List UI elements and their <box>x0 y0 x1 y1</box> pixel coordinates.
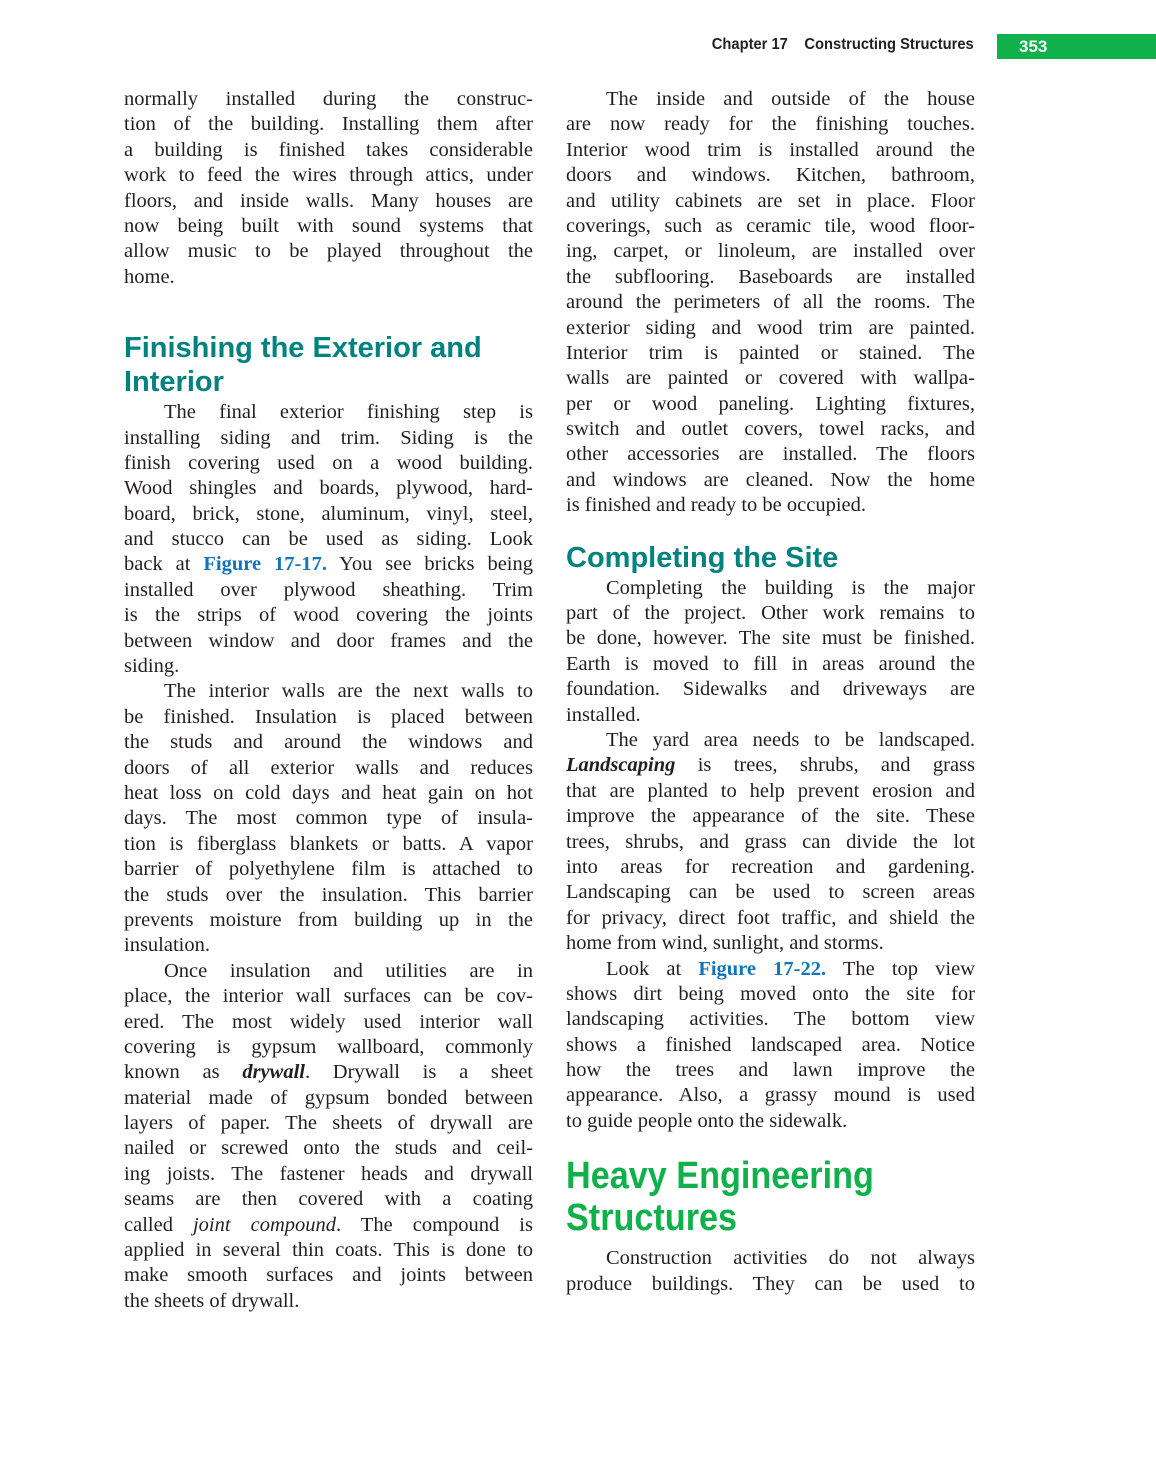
text-line: a building is finished takes considerable <box>124 138 533 161</box>
text-line: installed. <box>566 703 641 726</box>
text-line: prevents moisture from building up in the <box>124 908 533 931</box>
text-line: are now ready for the finishing touches. <box>566 113 975 136</box>
text-line: and utility cabinets are set in place. Floor <box>566 189 975 212</box>
text-line: Interior trim is painted or stained. The <box>566 341 975 364</box>
right-column <box>566 87 975 1297</box>
text-line: now being built with sound systems that <box>124 214 533 237</box>
text-run: known as <box>124 1061 243 1084</box>
text-line: tion is fiberglass blankets or batts. A vapor <box>124 832 533 855</box>
text-line: ing, carpet, or linoleum, are installed over <box>566 240 975 263</box>
text-line: walls are painted or covered with wallpa- <box>566 367 975 390</box>
text-line: produce buildings. They can be used to <box>566 1272 975 1295</box>
text-line: material made of gypsum bonded between <box>124 1086 533 1109</box>
text-run: Look at <box>606 957 699 980</box>
text-line: around the perimeters of all the rooms. The <box>566 291 975 314</box>
text-line: Earth is moved to fill in areas around the <box>566 652 975 675</box>
text-run: The top view <box>826 957 975 980</box>
paragraph-landscaping <box>566 728 975 957</box>
text-line: how the trees and lawn improve the <box>566 1059 975 1082</box>
text-line: and stucco can be used as siding. Look <box>124 528 533 551</box>
text-line: the studs and around the windows and <box>124 731 533 754</box>
text-line: make smooth surfaces and joints between <box>124 1264 533 1287</box>
text-line: insulation. <box>124 934 210 957</box>
text-line: Completing the building is the major <box>606 576 975 599</box>
text-line: tion of the building. Installing them after <box>124 113 533 136</box>
text-line <box>124 1060 533 1085</box>
text-line: the subflooring. Baseboards are installed <box>566 265 975 288</box>
paragraph-insulation <box>124 679 533 958</box>
page-header <box>0 34 1156 60</box>
key-term-drywall: drywall <box>242 1061 305 1084</box>
heading-line: Heavy Engineering <box>566 1155 874 1198</box>
text-line: siding. <box>124 655 180 678</box>
page-number-tab <box>997 34 1156 59</box>
text-line: days. The most common type of insula- <box>124 807 533 830</box>
text-line: appearance. Also, a grassy mound is used <box>566 1084 975 1107</box>
text-line: improve the appearance of the site. These <box>566 805 975 828</box>
text-line <box>566 957 975 982</box>
text-line: is finished and ready to be occupied. <box>566 494 867 517</box>
text-line: installed over plywood sheathing. Trim <box>124 578 533 601</box>
text-line: trees, shrubs, and grass can divide the lot <box>566 830 975 853</box>
text-line: normally installed during the construc- <box>124 88 533 110</box>
text-line: exterior siding and wood trim are painted. <box>566 316 975 339</box>
text-line: seams are then covered with a coating <box>124 1188 533 1211</box>
text-line: the studs over the insulation. This barrier <box>124 883 533 906</box>
text-line: place, the interior wall surfaces can be cov- <box>124 985 533 1008</box>
text-line: switch and outlet covers, towel racks, and <box>566 418 975 441</box>
text-line: shows a finished landscaped area. Notice <box>566 1033 975 1056</box>
paragraph-figure-17-22 <box>566 957 975 1135</box>
text-line: floors, and inside walls. Many houses are <box>124 189 533 212</box>
paragraph-drywall <box>124 959 533 1314</box>
text-line: Interior wood trim is installed around the <box>566 138 975 161</box>
chapter-title: Constructing Structures <box>804 36 974 53</box>
text-line: The inside and outside of the house <box>606 88 975 110</box>
text-line: ing joists. The fastener heads and drywall <box>124 1162 533 1185</box>
text-line: between window and door frames and the <box>124 629 533 652</box>
text-line <box>566 753 975 778</box>
text-line: the sheets of drywall. <box>124 1289 300 1312</box>
text-line: Wood shingles and boards, plywood, hard- <box>124 477 533 500</box>
text-line: The yard area needs to be landscaped. <box>606 728 975 751</box>
section-heading-completing-site: Completing the Site <box>566 541 839 574</box>
text-run: You see bricks being <box>326 553 533 576</box>
text-line <box>124 1213 533 1238</box>
text-line: board, brick, stone, aluminum, vinyl, steel, <box>124 502 533 525</box>
paragraph-site <box>566 576 975 728</box>
paragraph-siding <box>124 400 533 679</box>
text-line: heat loss on cold days and heat gain on hot <box>124 781 533 804</box>
text-line: nailed or screwed onto the studs and ceil- <box>124 1137 533 1160</box>
text-line: into areas for recreation and gardening. <box>566 855 975 878</box>
term-joint-compound: joint compound <box>192 1213 337 1236</box>
text-line: other accessories are installed. The floors <box>566 443 975 466</box>
text-run: called <box>124 1213 193 1236</box>
text-line: and windows are cleaned. Now the home <box>566 468 975 491</box>
text-line: installing siding and trim. Siding is the <box>124 426 533 449</box>
figure-link-17-22[interactable]: Figure 17-22. <box>698 957 827 980</box>
text-run: . Drywall is a sheet <box>304 1061 533 1084</box>
text-line: layers of paper. The sheets of drywall are <box>124 1112 533 1135</box>
heading-line: Structures <box>566 1197 738 1240</box>
paragraph-wiring-continued <box>124 87 533 290</box>
key-term-landscaping: Landscaping <box>566 754 676 777</box>
major-heading-heavy-engineering <box>566 1155 934 1239</box>
text-line: ered. The most widely used interior wall <box>124 1010 533 1033</box>
text-line: be done, however. The site must be finished. <box>566 627 975 650</box>
text-line: doors of all exterior walls and reduces <box>124 756 533 779</box>
text-line: for privacy, direct foot traffic, and shield the <box>566 906 975 929</box>
text-line: finish covering used on a wood building. <box>124 451 533 474</box>
text-line: doors and windows. Kitchen, bathroom, <box>566 164 975 187</box>
text-line: per or wood paneling. Lighting fixtures, <box>566 392 975 415</box>
text-line: home. <box>124 265 175 288</box>
text-line <box>124 552 533 577</box>
left-column <box>124 87 533 1314</box>
figure-link-17-17[interactable]: Figure 17-17. <box>203 553 327 576</box>
text-line: The interior walls are the next walls to <box>164 680 533 703</box>
heading-line: Interior <box>124 366 224 399</box>
heading-line: Finishing the Exterior and <box>124 332 482 365</box>
text-line: allow music to be played throughout the <box>124 240 533 263</box>
text-line: Landscaping can be used to screen areas <box>566 881 975 904</box>
text-line: foundation. Sidewalks and driveways are <box>566 678 975 701</box>
text-line: barrier of polyethylene film is attached to <box>124 858 533 881</box>
text-line: landscaping activities. The bottom view <box>566 1008 975 1031</box>
text-line: applied in several thin coats. This is done to <box>124 1239 533 1262</box>
paragraph-finishing-touches <box>566 87 975 519</box>
text-line: work to feed the wires through attics, under <box>124 164 533 187</box>
page-number: 353 <box>1019 37 1048 56</box>
text-run: back at <box>124 553 204 576</box>
running-head <box>712 36 974 54</box>
text-line: shows dirt being moved onto the site for <box>566 982 975 1005</box>
text-line: Once insulation and utilities are in <box>164 959 533 982</box>
chapter-label: Chapter 17 <box>712 36 789 53</box>
text-line: Construction activities do not always <box>606 1247 975 1270</box>
text-line: part of the project. Other work remains to <box>566 602 975 625</box>
text-line: coverings, such as ceramic tile, wood floor- <box>566 214 975 237</box>
text-line: be finished. Insulation is placed between <box>124 705 533 728</box>
text-line: covering is gypsum wallboard, commonly <box>124 1035 533 1058</box>
paragraph-heavy-engineering <box>566 1246 975 1297</box>
text-line: home from wind, sunlight, and storms. <box>566 932 884 955</box>
text-run: . The compound is <box>336 1213 533 1236</box>
text-line: to guide people onto the sidewalk. <box>566 1109 848 1132</box>
text-line: is the strips of wood covering the joints <box>124 604 533 627</box>
text-line: The final exterior finishing step is <box>164 401 533 424</box>
section-heading-finishing <box>124 331 533 399</box>
text-run: is trees, shrubs, and grass <box>675 754 975 777</box>
text-line: that are planted to help prevent erosion and <box>566 779 975 802</box>
